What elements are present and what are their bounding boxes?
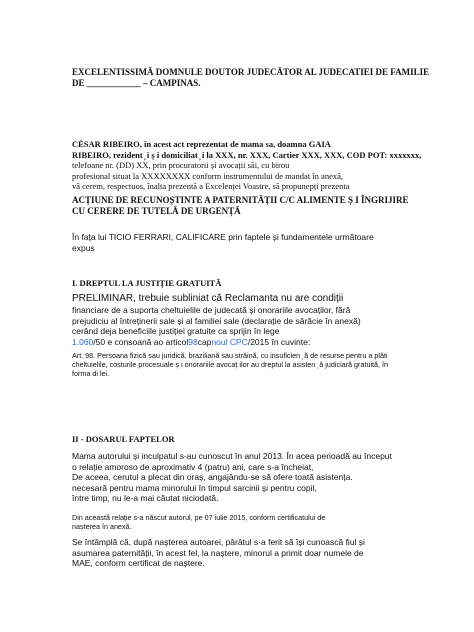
section-2-paragraph-1 [72,451,464,504]
court-heading [72,67,464,89]
section-2-line: MAE, conform certificat de naștere. [72,558,205,568]
section-2-line: Se întâmplă că, după nașterea autoarei, pârâtul s-a ferit să își cunoască fiul și [72,537,365,547]
action-title-line: CU CERERE DE TUTELĂ DE URGENȚĂ [72,206,241,216]
section-1-paragraph [72,293,464,347]
section-2-line: asumarea paternității, în acest fel, la naștere, minorul a primit doar numele de [72,547,364,558]
section-2-title: II - DOSARUL FAPTELOR [72,434,175,444]
facts-intro-line: În fața lui TICIO FERRARI, CALIFICARE prin faptele și fundamentele următoare [72,232,374,242]
quote-line: forma di lei. [72,369,110,379]
intro-line: telefoane nr. (DD) XX, prin procuratorii și avocații săi, cu birou [72,160,290,170]
section-2-line: necesară pentru mama minorului în timpul sarcinii și pentru copil, [72,482,317,493]
law-number-link[interactable]: 1.060 [72,336,94,347]
section-2-paragraph-3 [72,537,464,569]
section-2-line: Mama autorului și inculpatul s-au cunoscut în anul 2013. În acea perioadă au început [72,451,392,461]
facts-intro [72,232,464,253]
facts-intro-line: expus [72,242,95,253]
action-title [72,195,464,217]
section-1-line: PRELIMINAR, trebuie subliniat că Reclamanta nu are condiții [72,293,344,304]
section-2-line: între timp, nu le-a mai căutat niciodată. [72,493,219,503]
intro-paragraph [72,139,464,192]
quote-line: cheltuielile, costurile procesuale ș i onorariile avocaț ilor au dreptul la asisten ̦ ă judiciară gratuită, în [72,360,389,370]
section-1-line: financiare de a suporta cheltuielile de judecată și onorariile avocaților, fără [72,305,351,316]
law-text: cap [197,336,212,347]
cpc-link[interactable]: noul CPC [211,336,248,347]
law-text: /50 e consoană ao articol [93,336,189,347]
action-title-line: ACȚIUNE DE RECUNOȘTINTE A PATERNITĂȚII C/C ALIMENTE Ș I ÎNGRIJIRE [72,195,409,205]
intro-line: profesional situat la XXXXXXXX conform instrumentului de mandat în anexă, [72,170,343,181]
heading-line-1: EXCELENTISSIMĂ DOMNULE DOUTOR JUDECĂTOR AL JUDECATIEI DE FAMILIE [72,67,430,77]
section-2-paragraph-2 [72,513,464,531]
law-citation-line [72,337,464,348]
section-2-line: De aceea, cerutul a plecat din oraș, angajându-se să ofere toată asistența. [72,472,353,482]
intro-line: RIBEIRO, rezident ̦ i ș i domiciliat ̦ i la XXX, nr. XXX, Cartier XXX, XXX, COD POT: xxxxxxx, [72,149,422,160]
article-98-quote [72,351,464,379]
quote-line: Art. 98. Persoana fizică sau juridică, braziliană sau străină, cu insuficien ̦ ă de resurse pentru a plăti [72,351,388,360]
section-1-line: prejudiciu al întreținerii sale și al familiei sale (declarație de sărăcie în anexă) [72,315,361,326]
section-2-line: Din această relație s-a născut autorul, pe 07 iulie 2015, conform certificatului de [72,513,326,522]
section-1-title: I. DREPTUL LA JUSTIȚIE GRATUITĂ [72,278,222,288]
section-2-line: nașterea în anexă. [72,522,132,532]
intro-line: vă cerem, respectuos, înalta prezentă a Excelenței Voastre, să propunepți prezenta [72,181,350,191]
article-number-link[interactable]: 98 [188,336,198,347]
intro-line: CÉSAR RIBEIRO, în acest act reprezentat de mama sa, doamna GAIA [72,139,331,149]
section-2-line: o relație amoroso de aproximativ 4 (patru) ani, care s-a încheiat, [72,461,314,472]
section-1-line: cerând deja beneficiile justiției gratuite ca sprijin în lege [72,326,280,337]
law-text: /2015 în cuvinte: [247,336,311,347]
heading-line-2: DE ____________ – CAMPINAS. [72,78,201,88]
